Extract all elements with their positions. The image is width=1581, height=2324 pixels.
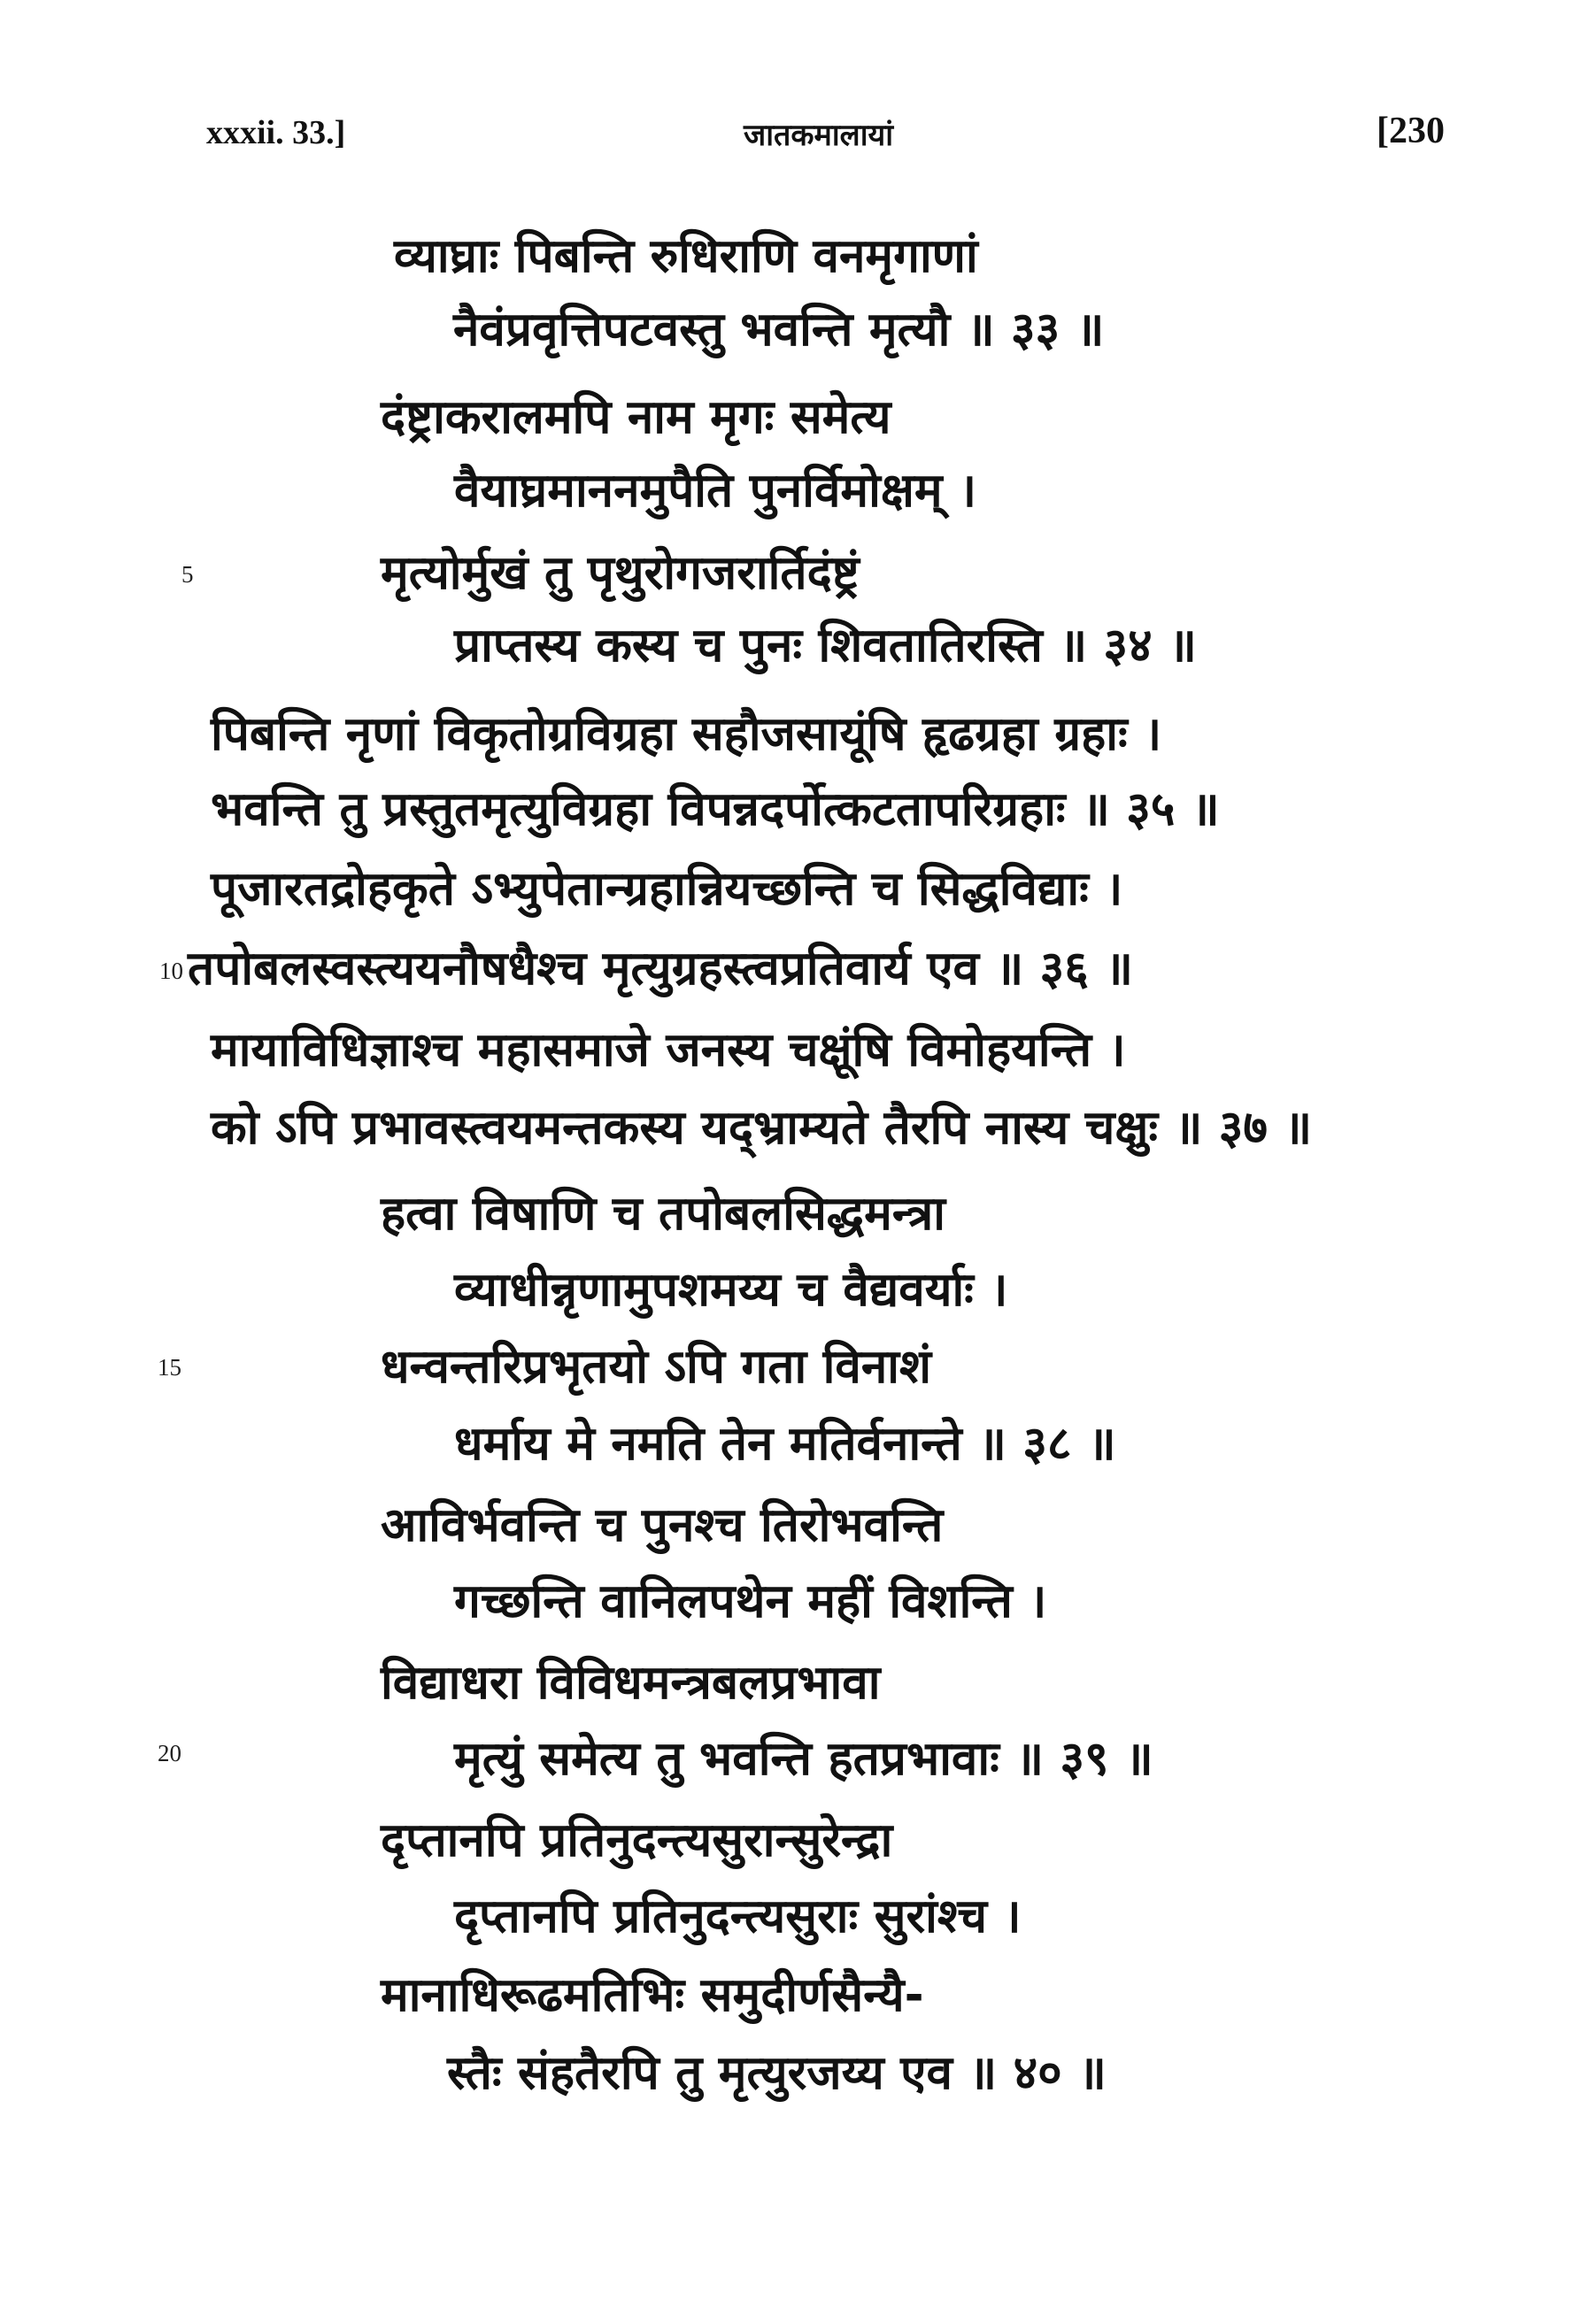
- verse-line: वैयाघ्रमाननमुपैति पुनर्विमोक्षम् ।: [454, 464, 977, 518]
- line-number: 5: [181, 561, 194, 588]
- verse-line: व्याघ्राः पिबन्ति रुधिराणि वनमृगाणां: [394, 229, 978, 283]
- verse-line: गच्छन्ति वानिलपथेन महीं विशन्ति ।: [454, 1574, 1047, 1628]
- line-number: 10: [159, 958, 183, 984]
- verse-line: व्याधीन्नृणामुपशमय्य च वैद्यवर्याः ।: [454, 1263, 1008, 1317]
- verse-line: स्तैः संहतैरपि तु मृत्युरजय्य एव ॥ ४० ॥: [447, 2046, 1107, 2100]
- verse-line: नैवंप्रवृत्तिपटवस्तु भवन्ति मृत्यौ ॥ ३३ ॥: [453, 303, 1105, 357]
- verse-line: भवन्ति तु प्रस्तुतमृत्युविग्रहा विपन्नदर्पोत्कटतापरिग्रहाः ॥ ३५ ॥: [211, 782, 1220, 836]
- line-number: 15: [158, 1354, 181, 1381]
- verse-line: मृत्युं समेत्य तु भवन्ति हतप्रभावाः ॥ ३९ ॥: [454, 1732, 1153, 1786]
- page-number: [230: [1377, 111, 1445, 151]
- line-number: 20: [158, 1740, 181, 1766]
- verse-line: धर्माय मे नमति तेन मतिर्वनान्ते ॥ ३८ ॥: [454, 1417, 1116, 1471]
- verse-line: धन्वन्तरिप्रभृतयो ऽपि गता विनाशं: [381, 1340, 932, 1394]
- verse-line: दृप्तानपि प्रतिनुदन्त्यसुराः सुरांश्च ।: [454, 1889, 1022, 1943]
- verse-line: मानाधिरूढमतिभिः समुदीर्णसैन्यै-: [381, 1968, 924, 2022]
- verse-line: तपोबलस्वस्त्ययनौषधैश्च मृत्युग्रहस्त्वप्रतिवार्य एव ॥ ३६ ॥: [188, 942, 1133, 996]
- verse-line: पूजारतद्रोहकृते ऽभ्युपेतान्ग्रहान्नियच्छन्ति च सिद्धविद्याः ।: [211, 862, 1123, 916]
- verse-line: मृत्योर्मुखं तु पृथुरोगजरार्तिदंष्ट्रं: [381, 546, 860, 600]
- verse-line: को ऽपि प्रभावस्त्वयमन्तकस्य यद्भ्राम्यते तैरपि नास्य चक्षुः ॥ ३७ ॥: [211, 1101, 1313, 1155]
- verse-line: दंष्ट्राकरालमपि नाम मृगः समेत्य: [381, 390, 891, 444]
- verse-line: विद्याधरा विविधमन्त्रबलप्रभावा: [381, 1656, 881, 1710]
- verse-line: हत्वा विषाणि च तपोबलसिद्धमन्त्रा: [381, 1187, 946, 1241]
- verse-line: पिबन्ति नृणां विकृतोग्रविग्रहा सहौजसायूंषि हृढग्रहा ग्रहाः ।: [211, 707, 1162, 761]
- running-title: जातकमालायां: [744, 118, 894, 153]
- verse-line: मायाविधिज्ञाश्च महासमाजे जनस्य चक्षूंषि विमोहयन्ति ।: [211, 1023, 1126, 1077]
- verse-line: आविर्भवन्ति च पुनश्च तिरोभवन्ति: [381, 1498, 944, 1552]
- verse-line: प्राप्तस्य कस्य च पुनः शिवतातिरस्ति ॥ ३४ ॥: [454, 619, 1197, 673]
- section-reference: xxxii. 33.]: [206, 114, 346, 151]
- verse-line: दृप्तानपि प्रतिनुदन्त्यसुरान्सुरेन्द्रा: [381, 1813, 893, 1867]
- page-header: [0, 113, 1581, 166]
